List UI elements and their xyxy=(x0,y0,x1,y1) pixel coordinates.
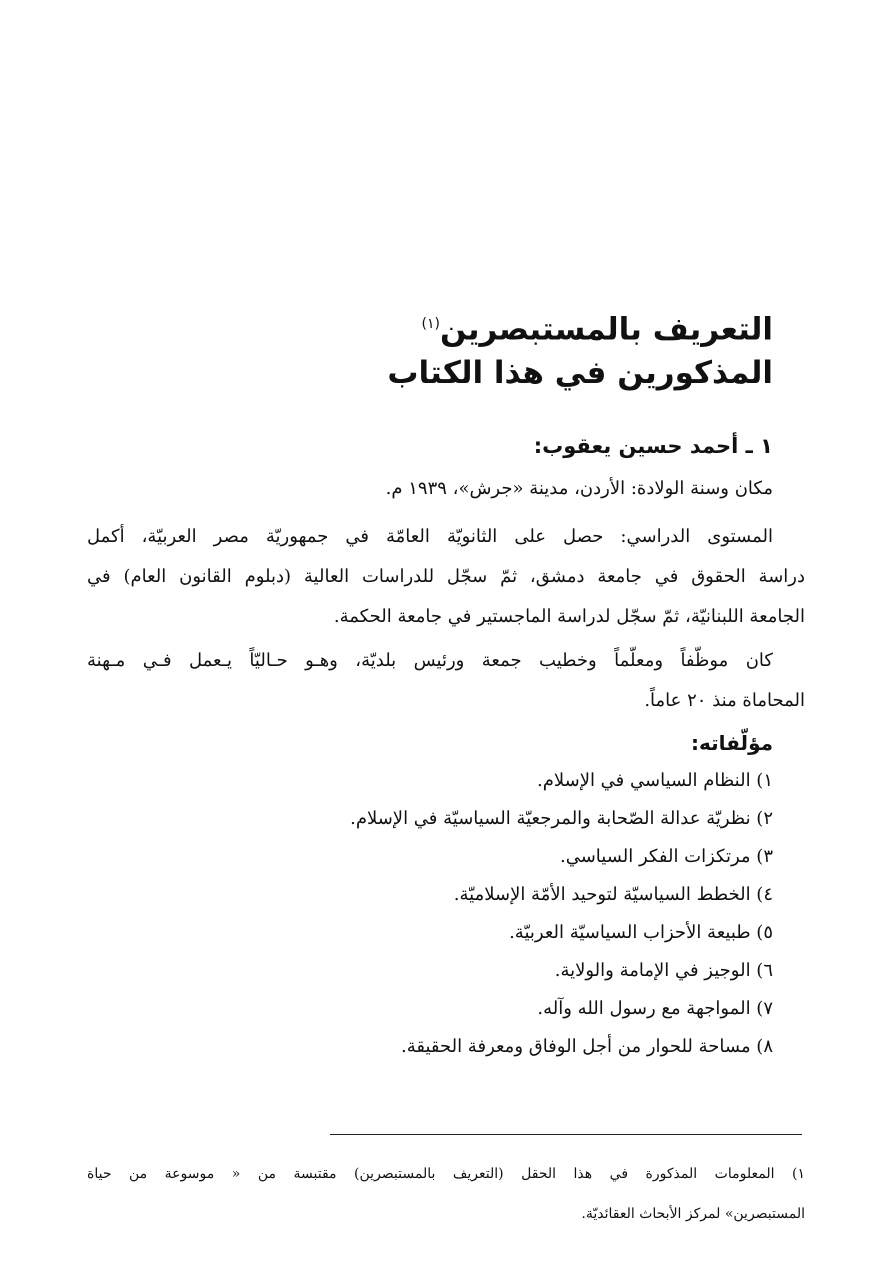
page-subtitle: المذكورين في هذا الكتاب xyxy=(387,355,773,391)
list-item: ٧) المواجهة مع رسول الله وآله. xyxy=(537,998,773,1019)
education-line-1: المستوى الدراسي: حصل على الثانويّة العامّة في جمهوريّة مصر العربيّة، أكمل xyxy=(87,526,773,547)
footnote-line-1: ١) المعلومات المذكورة في هذا الحقل (التعريف بالمستبصرين) مقتبسة من « موسوعة من حياة xyxy=(87,1166,805,1182)
list-item: ٥) طبيعة الأحزاب السياسيّة العربيّة. xyxy=(509,922,773,943)
career-line-1: كان موظّفاً ومعلّماً وخطيب جمعة ورئيس بلديّة، وهـو حـاليّاً يـعمل فـي مـهنة xyxy=(87,650,773,671)
works-heading: مؤلّفاته: xyxy=(691,731,773,755)
list-item: ٤) الخطط السياسيّة لتوحيد الأمّة الإسلاميّة. xyxy=(453,884,773,905)
list-item: ٣) مرتكزات الفكر السياسي. xyxy=(560,846,773,867)
birth-line: مكان وسنة الولادة: الأردن، مدينة «جرش»، ١٩٣٩ م. xyxy=(385,478,773,499)
footnote-divider xyxy=(330,1134,802,1135)
list-item: ٦) الوجيز في الإمامة والولاية. xyxy=(554,960,773,981)
list-item: ٢) نظريّة عدالة الصّحابة والمرجعيّة السياسيّة في الإسلام. xyxy=(350,808,773,829)
page-title xyxy=(93,300,773,353)
education-line-2: دراسة الحقوق في جامعة دمشق، ثمّ سجّل للدراسات العالية (دبلوم القانون العام) في xyxy=(87,566,805,587)
list-item: ١) النظام السياسي في الإسلام. xyxy=(537,770,773,791)
education-line-3: الجامعة اللبنانيّة، ثمّ سجّل لدراسة الماجستير في جامعة الحكمة. xyxy=(333,606,805,627)
career-line-2: المحاماة منذ ٢٠ عاماً. xyxy=(644,690,805,711)
footnote-marker: (١) xyxy=(421,316,441,332)
list-item: ٨) مساحة للحوار من أجل الوفاق ومعرفة الحقيقة. xyxy=(400,1036,773,1057)
title-line-1: التعريف بالمستبصرين xyxy=(440,311,773,348)
works-list xyxy=(93,766,773,1070)
entry-heading: ١ ـ أحمد حسين يعقوب: xyxy=(533,434,773,458)
footnote-line-2: المستبصرين» لمركز الأبحاث العقائديّة. xyxy=(581,1206,805,1222)
